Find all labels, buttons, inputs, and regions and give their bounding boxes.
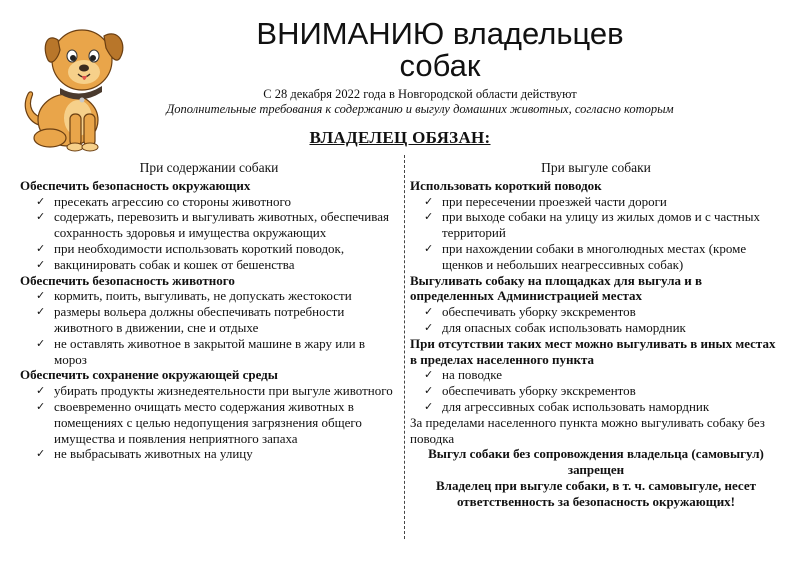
list-item: ✓ не выбрасывать животных на улицу [20, 446, 398, 462]
title-line-1: ВНИМАНИЮ владельцев [256, 16, 624, 51]
list-item: ✓ размеры вольера должны обеспечивать потребности животного в движении, сне и отдыхе [20, 304, 398, 336]
column-divider [404, 155, 405, 539]
list-item: ✓ своевременно очищать место содержания животных в помещениях с целью недопущения загрязнения общего имущества и появления неприятного запаха [20, 399, 398, 446]
main-heading: ВЛАДЕЛЕЦ ОБЯЗАН: [309, 128, 491, 147]
checklist [410, 367, 782, 414]
outside-note: За пределами населенного пункта можно выгуливать собаку без поводка [410, 414, 765, 446]
subtitle-line-2: Дополнительные требования к содержанию и выгулу домашних животных, согласно которым [166, 102, 674, 116]
section-title: Использовать короткий поводок [410, 177, 602, 193]
list-item: ✓ не оставлять животное в закрытой машине в жару или в мороз [20, 336, 398, 368]
section-title: Обеспечить безопасность животного [20, 272, 235, 288]
list-item: ✓ содержать, перевозить и выгуливать животных, обеспечивая сохранность здоровья и имущества окружающих [20, 209, 398, 241]
checklist [20, 288, 398, 367]
right-column-header: При выгуле собаки [541, 160, 651, 175]
list-item: ✓ при необходимости использовать короткий поводок, [20, 241, 398, 257]
list-item: ✓ кормить, поить, выгуливать, не допускать жестокости [20, 288, 398, 304]
title-line-2: собак [399, 48, 481, 83]
list-item: ✓ для опасных собак использовать намордник [410, 320, 782, 336]
responsibility-note: Владелец при выгуле собаки, в т. ч. самовыгуле, несет ответственность за безопасность окружающих! [435, 477, 756, 509]
left-column-header: При содержании собаки [139, 160, 279, 175]
list-item: ✓ убирать продукты жизнедеятельности при выгуле животного [20, 383, 398, 399]
list-item: ✓ при пересечении проезжей части дороги [410, 194, 782, 210]
list-item: ✓ при выходе собаки на улицу из жилых домов и с частных территорий [410, 209, 782, 241]
subtitle-line-1: С 28 декабря 2022 года в Новгородской области действуют [263, 87, 577, 101]
list-item: ✓ обеспечивать уборку экскрементов [410, 304, 782, 320]
section-title: При отсутствии таких мест можно выгуливать в иных местах в пределах населенного пункта [410, 335, 776, 367]
list-item: ✓ пресекать агрессию со стороны животного [20, 194, 398, 210]
right-column [410, 160, 782, 510]
checklist [410, 304, 782, 336]
checklist [20, 194, 398, 273]
list-item: ✓ вакцинировать собак и кошек от бешенства [20, 257, 398, 273]
dog-illustration [20, 14, 140, 154]
section-title: Выгуливать собаку на площадках для выгула и в определенных Администрацией местах [410, 272, 703, 304]
checklist [20, 383, 398, 462]
section-title: Обеспечить безопасность окружающих [20, 177, 251, 193]
checklist [410, 194, 782, 273]
section-title: Обеспечить сохранение окружающей среды [20, 367, 278, 383]
list-item: ✓ на поводке [410, 367, 782, 383]
list-item: ✓ для агрессивных собак использовать намордник [410, 399, 782, 415]
page-title [140, 18, 740, 82]
left-column [20, 160, 398, 462]
list-item: ✓ при нахождении собаки в многолюдных местах (кроме щенков и небольших неагрессивных собак) [410, 241, 782, 273]
list-item: ✓ обеспечивать уборку экскрементов [410, 383, 782, 399]
ban-note: Выгул собаки без сопровождения владельца (самовыгул) запрещен [428, 446, 764, 478]
